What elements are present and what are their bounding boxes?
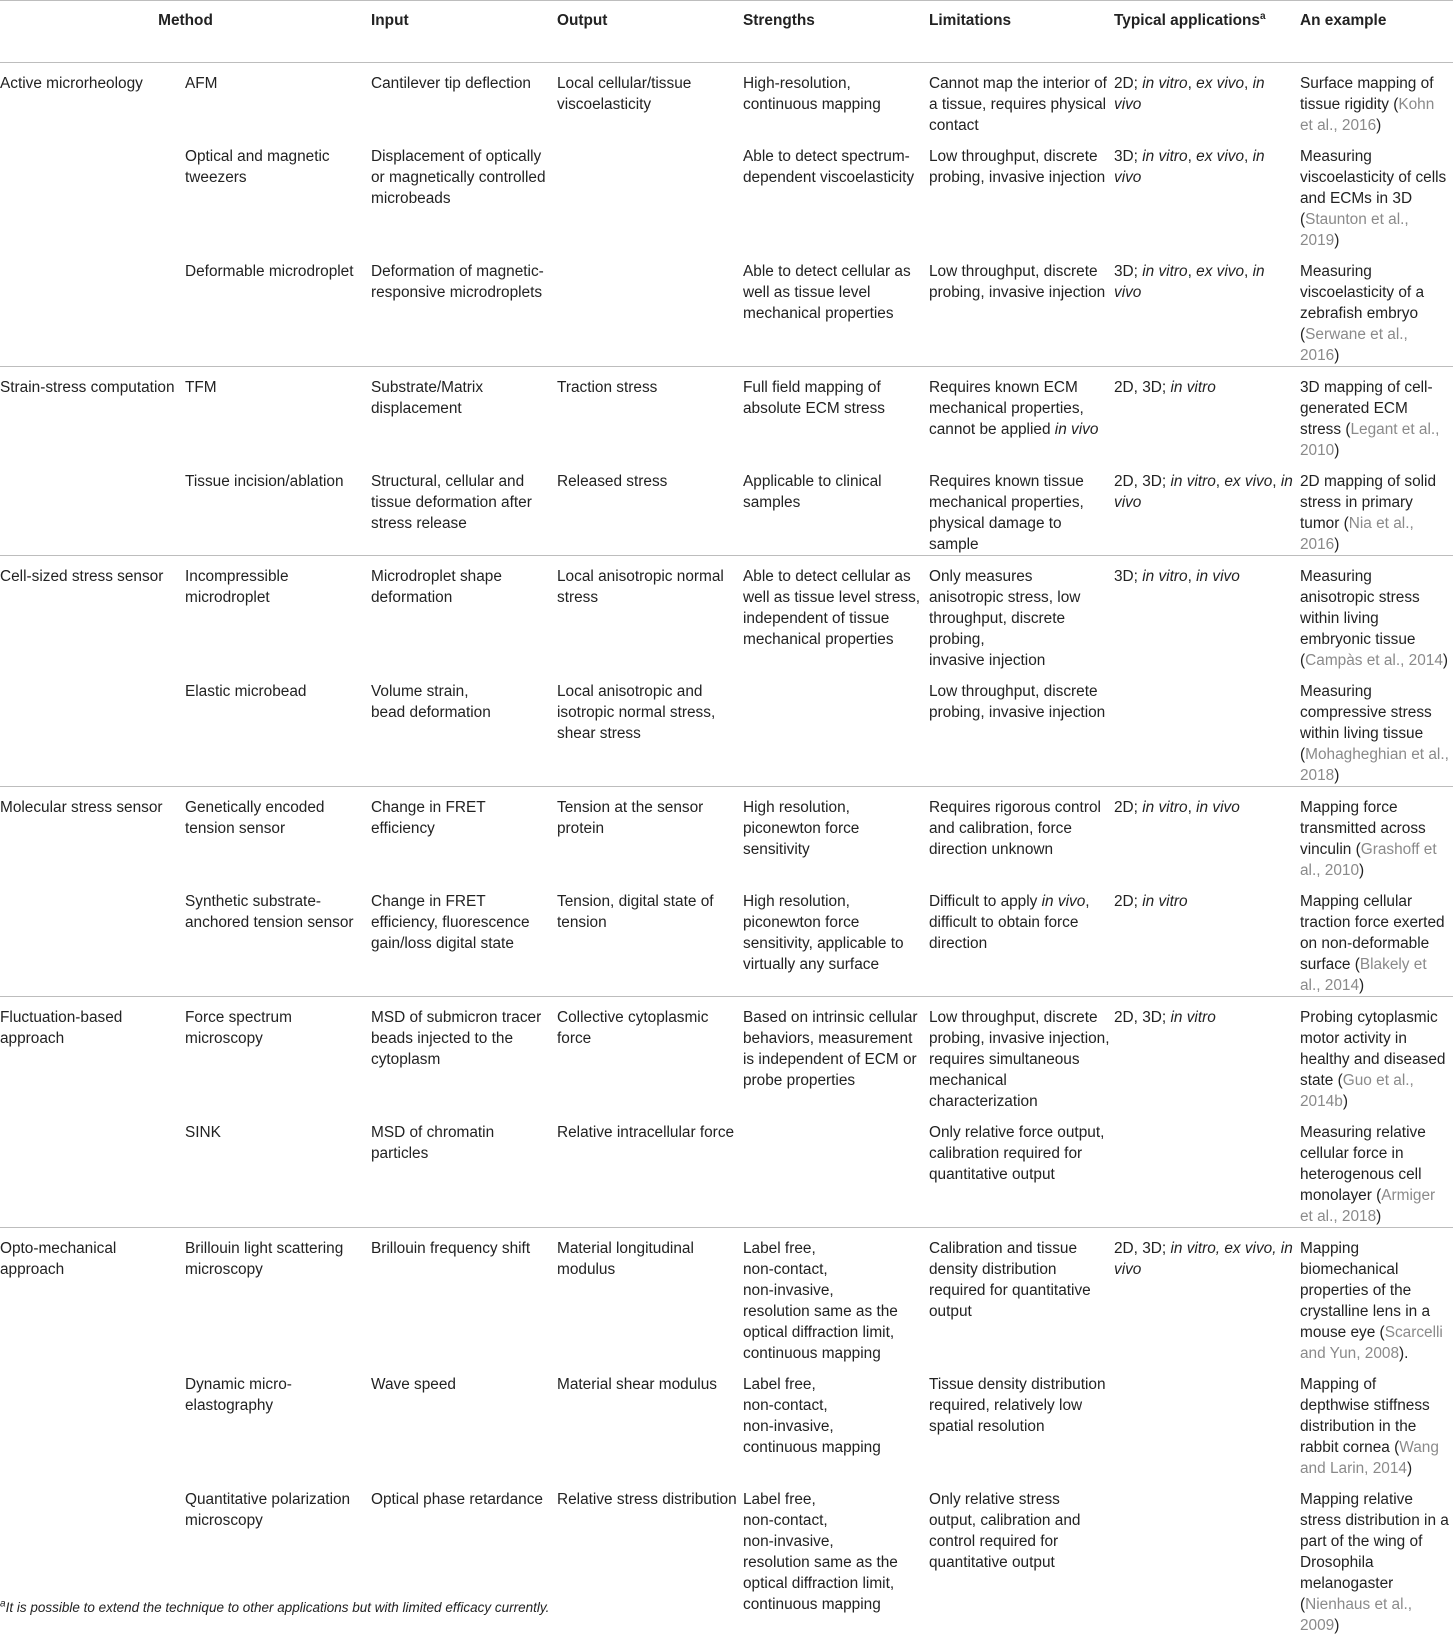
cell-applications: 2D, 3D; in vitro	[1114, 367, 1300, 461]
cell-example	[1300, 787, 1453, 881]
table-row	[0, 1364, 1453, 1479]
cell-strengths: Applicable to clinical samples	[743, 461, 929, 556]
cell-category	[0, 1364, 185, 1479]
cell-input: Substrate/Matrix displacement	[371, 367, 557, 461]
cell-method: Optical and magnetic tweezers	[185, 136, 371, 251]
example-text: Mapping relative stress distribution in a part of the wing of Drosophila melanogaster (	[1300, 1491, 1449, 1613]
cell-limitations: Difficult to apply in vivo, difficult to obtain force direction	[929, 881, 1114, 997]
example-text: Measuring compressive stress within living tissue (	[1300, 683, 1432, 763]
cell-example	[1300, 556, 1453, 671]
cell-limitations: Only measures anisotropic stress, low throughput, discrete probing, invasive injection	[929, 556, 1114, 671]
cell-input: MSD of chromatin particles	[371, 1112, 557, 1228]
table-footnote	[0, 1600, 549, 1615]
cell-category	[0, 461, 185, 556]
cell-method: Elastic microbead	[185, 671, 371, 787]
citation-link[interactable]: Wang and Larin, 2014	[1300, 1439, 1439, 1477]
citation-close: )	[1443, 652, 1448, 669]
cell-method: Dynamic micro-elastography	[185, 1364, 371, 1479]
cell-applications: 3D; in vitro, ex vivo, in vivo	[1114, 251, 1300, 367]
cell-applications: 2D; in vitro, in vivo	[1114, 787, 1300, 881]
cell-strengths: Based on intrinsic cellular behaviors, measurement is independent of ECM or probe properties	[743, 997, 929, 1112]
cell-example	[1300, 1364, 1453, 1479]
cell-example	[1300, 63, 1453, 137]
citation-close: )	[1376, 117, 1381, 134]
table-row	[0, 1228, 1453, 1364]
cell-applications	[1114, 671, 1300, 787]
example-text: Mapping cellular traction force exerted on non-deformable surface (	[1300, 893, 1445, 973]
example-text: Mapping of depthwise stiffness distribution in the rabbit cornea (	[1300, 1376, 1430, 1456]
cell-output: Local anisotropic and isotropic normal stress, shear stress	[557, 671, 743, 787]
citation-link[interactable]: Guo et al., 2014b	[1300, 1072, 1414, 1110]
cell-output: Local cellular/tissue viscoelasticity	[557, 63, 743, 137]
cell-limitations: Requires rigorous control and calibration, force direction unknown	[929, 787, 1114, 881]
cell-example	[1300, 1228, 1453, 1364]
citation-link[interactable]: Grashoff et al., 2010	[1300, 841, 1437, 879]
cell-example	[1300, 367, 1453, 461]
cell-example	[1300, 1112, 1453, 1228]
cell-method: Synthetic substrate-anchored tension sensor	[185, 881, 371, 997]
cell-input: Brillouin frequency shift	[371, 1228, 557, 1364]
example-text: Mapping biomechanical properties of the crystalline lens in a mouse eye (	[1300, 1240, 1430, 1341]
cell-applications	[1114, 1479, 1300, 1636]
cell-strengths: Able to detect cellular as well as tissue level mechanical properties	[743, 251, 929, 367]
citation-link[interactable]: Legant et al., 2010	[1300, 421, 1439, 459]
cell-example	[1300, 136, 1453, 251]
cell-strengths	[743, 1112, 929, 1228]
table-row	[0, 881, 1453, 997]
citation-close: ).	[1399, 1345, 1408, 1362]
cell-category: Strain-stress computation	[0, 367, 185, 461]
example-text: Measuring viscoelasticity of cells and ECMs in 3D (	[1300, 148, 1446, 228]
cell-input: Change in FRET efficiency, fluorescence gain/loss digital state	[371, 881, 557, 997]
cell-strengths: High resolution, piconewton force sensitivity	[743, 787, 929, 881]
cell-method: SINK	[185, 1112, 371, 1228]
citation-link[interactable]: Staunton et al., 2019	[1300, 211, 1409, 249]
citation-close: )	[1334, 442, 1339, 459]
citation-link[interactable]: Armiger et al., 2018	[1300, 1187, 1435, 1225]
citation-close: )	[1334, 347, 1339, 364]
cell-strengths: Able to detect spectrum-dependent viscoelasticity	[743, 136, 929, 251]
cell-applications: 2D, 3D; in vitro, ex vivo, in vivo	[1114, 1228, 1300, 1364]
cell-method: AFM	[185, 63, 371, 137]
cell-input: Displacement of optically or magnetically controlled microbeads	[371, 136, 557, 251]
citation-close: )	[1334, 767, 1339, 784]
table-row	[0, 367, 1453, 461]
cell-category	[0, 881, 185, 997]
cell-limitations: Low throughput, discrete probing, invasive injection	[929, 251, 1114, 367]
cell-output	[557, 136, 743, 251]
citation-link[interactable]: Campàs et al., 2014	[1305, 652, 1443, 669]
cell-limitations: Low throughput, discrete probing, invasive injection	[929, 671, 1114, 787]
cell-example	[1300, 997, 1453, 1112]
example-text: 2D mapping of solid stress in primary tumor (	[1300, 473, 1436, 532]
cell-output: Material longitudinal modulus	[557, 1228, 743, 1364]
citation-close: )	[1334, 536, 1339, 553]
citation-link[interactable]: Nienhaus et al., 2009	[1300, 1596, 1412, 1634]
header-applications	[1114, 1, 1300, 63]
citation-close: )	[1334, 232, 1339, 249]
cell-strengths: Label free, non-contact, non-invasive, resolution same as the optical diffraction limit, continuous mapping	[743, 1228, 929, 1364]
cell-output: Traction stress	[557, 367, 743, 461]
cell-input: Volume strain, bead deformation	[371, 671, 557, 787]
cell-applications	[1114, 1112, 1300, 1228]
example-text: 3D mapping of cell-generated ECM stress (	[1300, 379, 1433, 438]
header-output: Output	[557, 1, 743, 63]
cell-limitations: Low throughput, discrete probing, invasive injection, requires simultaneous mechanical characterization	[929, 997, 1114, 1112]
table-header	[0, 1, 1453, 63]
cell-limitations: Low throughput, discrete probing, invasive injection	[929, 136, 1114, 251]
cell-strengths: Able to detect cellular as well as tissue level stress, independent of tissue mechanical properties	[743, 556, 929, 671]
header-example: An example	[1300, 1, 1453, 63]
cell-input: Microdroplet shape deformation	[371, 556, 557, 671]
header-input: Input	[371, 1, 557, 63]
cell-limitations: Calibration and tissue density distribution required for quantitative output	[929, 1228, 1114, 1364]
example-text: Measuring viscoelasticity of a zebrafish embryo (	[1300, 263, 1424, 343]
cell-strengths: High resolution, piconewton force sensitivity, applicable to virtually any surface	[743, 881, 929, 997]
example-text: Mapping force transmitted across vinculin (	[1300, 799, 1426, 858]
table-row	[0, 787, 1453, 881]
table-row	[0, 671, 1453, 787]
citation-close: )	[1334, 1617, 1339, 1634]
cell-input: Wave speed	[371, 1364, 557, 1479]
table-row	[0, 1112, 1453, 1228]
cell-input: MSD of submicron tracer beads injected to the cytoplasm	[371, 997, 557, 1112]
header-applications-label: Typical applications	[1114, 12, 1260, 29]
example-text: Measuring anisotropic stress within living embryonic tissue (	[1300, 568, 1420, 669]
cell-applications	[1114, 1364, 1300, 1479]
cell-output: Material shear modulus	[557, 1364, 743, 1479]
cell-input: Structural, cellular and tissue deformation after stress release	[371, 461, 557, 556]
cell-method: Incompressible microdroplet	[185, 556, 371, 671]
cell-method: Genetically encoded tension sensor	[185, 787, 371, 881]
cell-limitations: Cannot map the interior of a tissue, requires physical contact	[929, 63, 1114, 137]
cell-category	[0, 1112, 185, 1228]
table-row	[0, 556, 1453, 671]
header-method: Method	[0, 1, 371, 63]
cell-strengths: Label free, non-contact, non-invasive, resolution same as the optical diffraction limit, continuous mapping	[743, 1479, 929, 1636]
cell-applications: 3D; in vitro, ex vivo, in vivo	[1114, 136, 1300, 251]
citation-link[interactable]: Nia et al., 2016	[1300, 515, 1414, 553]
cell-limitations: Only relative force output, calibration required for quantitative output	[929, 1112, 1114, 1228]
citation-link[interactable]: Blakely et al., 2014	[1300, 956, 1427, 994]
table-row	[0, 251, 1453, 367]
cell-method: Quantitative polarization microscopy	[185, 1479, 371, 1636]
header-applications-footnote-mark: a	[1260, 11, 1266, 22]
cell-input: Deformation of magnetic-responsive microdroplets	[371, 251, 557, 367]
cell-output: Collective cytoplasmic force	[557, 997, 743, 1112]
table-row	[0, 997, 1453, 1112]
cell-output: Local anisotropic normal stress	[557, 556, 743, 671]
cell-example	[1300, 251, 1453, 367]
header-strengths: Strengths	[743, 1, 929, 63]
cell-applications: 3D; in vitro, in vivo	[1114, 556, 1300, 671]
citation-close: )	[1376, 1208, 1381, 1225]
cell-limitations: Requires known tissue mechanical properties, physical damage to sample	[929, 461, 1114, 556]
citation-link[interactable]: Scarcelli and Yun, 2008	[1300, 1324, 1443, 1362]
cell-method: Deformable microdroplet	[185, 251, 371, 367]
cell-category	[0, 671, 185, 787]
cell-category: Cell-sized stress sensor	[0, 556, 185, 671]
cell-input: Change in FRET efficiency	[371, 787, 557, 881]
cell-input: Cantilever tip deflection	[371, 63, 557, 137]
cell-example	[1300, 461, 1453, 556]
cell-example	[1300, 881, 1453, 997]
cell-category: Fluctuation-based approach	[0, 997, 185, 1112]
cell-applications: 2D; in vitro, ex vivo, in vivo	[1114, 63, 1300, 137]
cell-category: Active microrheology	[0, 63, 185, 137]
cell-category: Opto-mechanical approach	[0, 1228, 185, 1364]
cell-strengths	[743, 671, 929, 787]
cell-output: Relative intracellular force	[557, 1112, 743, 1228]
citation-link[interactable]: Serwane et al., 2016	[1300, 326, 1408, 364]
cell-limitations: Tissue density distribution required, relatively low spatial resolution	[929, 1364, 1114, 1479]
cell-example	[1300, 1479, 1453, 1636]
cell-category	[0, 136, 185, 251]
footnote-text: It is possible to extend the technique to other applications but with limited efficacy currently.	[6, 1600, 550, 1615]
cell-method: Force spectrum microscopy	[185, 997, 371, 1112]
cell-category: Molecular stress sensor	[0, 787, 185, 881]
cell-category	[0, 251, 185, 367]
citation-link[interactable]: Mohagheghian et al., 2018	[1300, 746, 1449, 784]
table-body	[0, 63, 1453, 1636]
cell-strengths: High-resolution, continuous mapping	[743, 63, 929, 137]
citation-close: )	[1359, 977, 1364, 994]
table-row	[0, 461, 1453, 556]
citation-close: )	[1407, 1460, 1412, 1477]
cell-applications: 2D, 3D; in vitro, ex vivo, in vivo	[1114, 461, 1300, 556]
cell-method: TFM	[185, 367, 371, 461]
cell-output: Tension, digital state of tension	[557, 881, 743, 997]
citation-link[interactable]: Kohn et al., 2016	[1300, 96, 1434, 134]
cell-applications: 2D, 3D; in vitro	[1114, 997, 1300, 1112]
cell-method: Tissue incision/ablation	[185, 461, 371, 556]
cell-input: Optical phase retardance	[371, 1479, 557, 1636]
cell-output: Tension at the sensor protein	[557, 787, 743, 881]
header-limitations: Limitations	[929, 1, 1114, 63]
footnote-mark: a	[0, 1599, 6, 1610]
table-row	[0, 63, 1453, 137]
cell-output	[557, 251, 743, 367]
citation-close: )	[1343, 1093, 1348, 1110]
cell-limitations: Requires known ECM mechanical properties, cannot be applied in vivo	[929, 367, 1114, 461]
cell-method: Brillouin light scattering microscopy	[185, 1228, 371, 1364]
cell-example	[1300, 671, 1453, 787]
example-text: Measuring relative cellular force in heterogenous cell monolayer (	[1300, 1124, 1426, 1204]
citation-close: )	[1359, 862, 1364, 879]
example-text: Surface mapping of tissue rigidity (	[1300, 75, 1433, 113]
cell-strengths: Full field mapping of absolute ECM stress	[743, 367, 929, 461]
example-text: Probing cytoplasmic motor activity in healthy and diseased state (	[1300, 1009, 1445, 1089]
cell-output: Relative stress distribution	[557, 1479, 743, 1636]
cell-limitations: Only relative stress output, calibration and control required for quantitative output	[929, 1479, 1114, 1636]
cell-strengths: Label free, non-contact, non-invasive, continuous mapping	[743, 1364, 929, 1479]
table-row	[0, 136, 1453, 251]
cell-output: Released stress	[557, 461, 743, 556]
cell-applications: 2D; in vitro	[1114, 881, 1300, 997]
